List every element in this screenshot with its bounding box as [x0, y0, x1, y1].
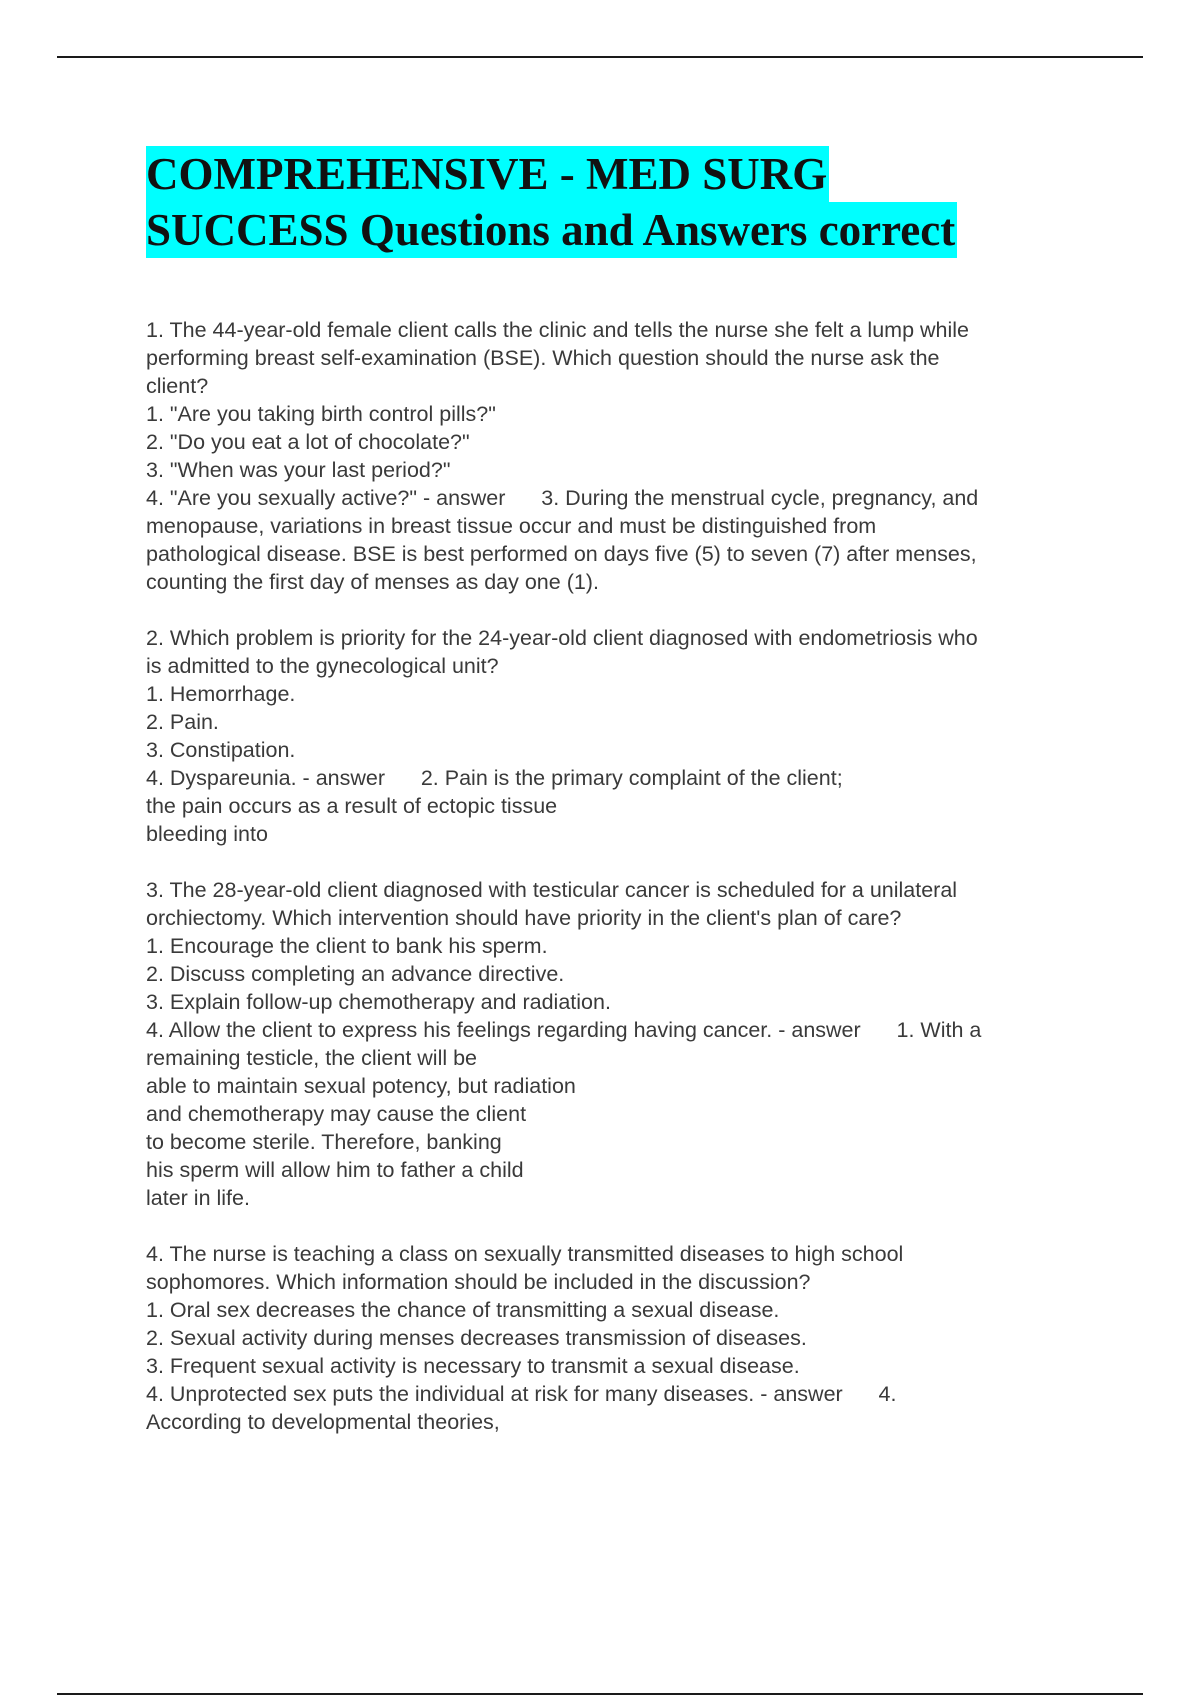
option-line: 3. Frequent sexual activity is necessary to transmit a sexual disease.	[146, 1354, 800, 1378]
document-title	[146, 146, 1096, 258]
answer-line: 4. Dyspareunia. - answer 2. Pain is the primary complaint of the client;	[146, 766, 843, 790]
question-line: sophomores. Which information should be included in the discussion?	[146, 1270, 811, 1294]
answer-line: later in life.	[146, 1186, 250, 1210]
answer-line: 4. "Are you sexually active?" - answer 3. During the menstrual cycle, pregnancy, and	[146, 486, 979, 510]
question-line: 4. The nurse is teaching a class on sexually transmitted diseases to high school	[146, 1242, 904, 1266]
answer-line: pathological disease. BSE is best performed on days five (5) to seven (7) after menses,	[146, 542, 977, 566]
question-list	[146, 316, 1096, 1436]
option-line: 2. Discuss completing an advance directive.	[146, 962, 565, 986]
title-line-1: COMPREHENSIVE - MED SURG	[146, 146, 829, 202]
question-line: client?	[146, 374, 209, 398]
answer-line: able to maintain sexual potency, but radiation	[146, 1074, 576, 1098]
option-line: 2. Sexual activity during menses decreases transmission of diseases.	[146, 1326, 807, 1350]
title-line-2: SUCCESS Questions and Answers correct	[146, 202, 957, 258]
question-line: is admitted to the gynecological unit?	[146, 654, 499, 678]
option-line: 1. Encourage the client to bank his sperm.	[146, 934, 548, 958]
option-line: 2. Pain.	[146, 710, 219, 734]
option-line: 1. Oral sex decreases the chance of transmitting a sexual disease.	[146, 1298, 780, 1322]
answer-line: his sperm will allow him to father a child	[146, 1158, 524, 1182]
question-block-3	[146, 876, 1096, 1212]
question-block-4	[146, 1240, 1096, 1436]
bottom-rule	[57, 1693, 1143, 1695]
answer-line: to become sterile. Therefore, banking	[146, 1130, 502, 1154]
answer-line: and chemotherapy may cause the client	[146, 1102, 527, 1126]
answer-line: 4. Allow the client to express his feelings regarding having cancer. - answer 1. With a	[146, 1018, 982, 1042]
question-line: 3. The 28-year-old client diagnosed with testicular cancer is scheduled for a unilateral	[146, 878, 958, 902]
option-line: 3. Explain follow-up chemotherapy and radiation.	[146, 990, 611, 1014]
answer-line: menopause, variations in breast tissue occur and must be distinguished from	[146, 514, 877, 538]
question-line: orchiectomy. Which intervention should have priority in the client's plan of care?	[146, 906, 902, 930]
answer-line: bleeding into	[146, 822, 268, 846]
question-line: performing breast self-examination (BSE). Which question should the nurse ask the	[146, 346, 940, 370]
answer-line: the pain occurs as a result of ectopic tissue	[146, 794, 558, 818]
document-body	[146, 146, 1096, 1464]
option-line: 2. "Do you eat a lot of chocolate?"	[146, 430, 470, 454]
question-block-2	[146, 624, 1096, 848]
option-line: 1. Hemorrhage.	[146, 682, 296, 706]
question-line: 2. Which problem is priority for the 24-year-old client diagnosed with endometriosis who	[146, 626, 978, 650]
option-line: 3. "When was your last period?"	[146, 458, 451, 482]
option-line: 1. "Are you taking birth control pills?"	[146, 402, 496, 426]
option-line: 3. Constipation.	[146, 738, 296, 762]
question-line: 1. The 44-year-old female client calls the clinic and tells the nurse she felt a lump while	[146, 318, 969, 342]
answer-line: remaining testicle, the client will be	[146, 1046, 478, 1070]
answer-line: counting the first day of menses as day one (1).	[146, 570, 599, 594]
answer-line: According to developmental theories,	[146, 1410, 500, 1434]
question-block-1	[146, 316, 1096, 596]
top-rule	[57, 56, 1143, 58]
answer-line: 4. Unprotected sex puts the individual at risk for many diseases. - answer 4.	[146, 1382, 897, 1406]
